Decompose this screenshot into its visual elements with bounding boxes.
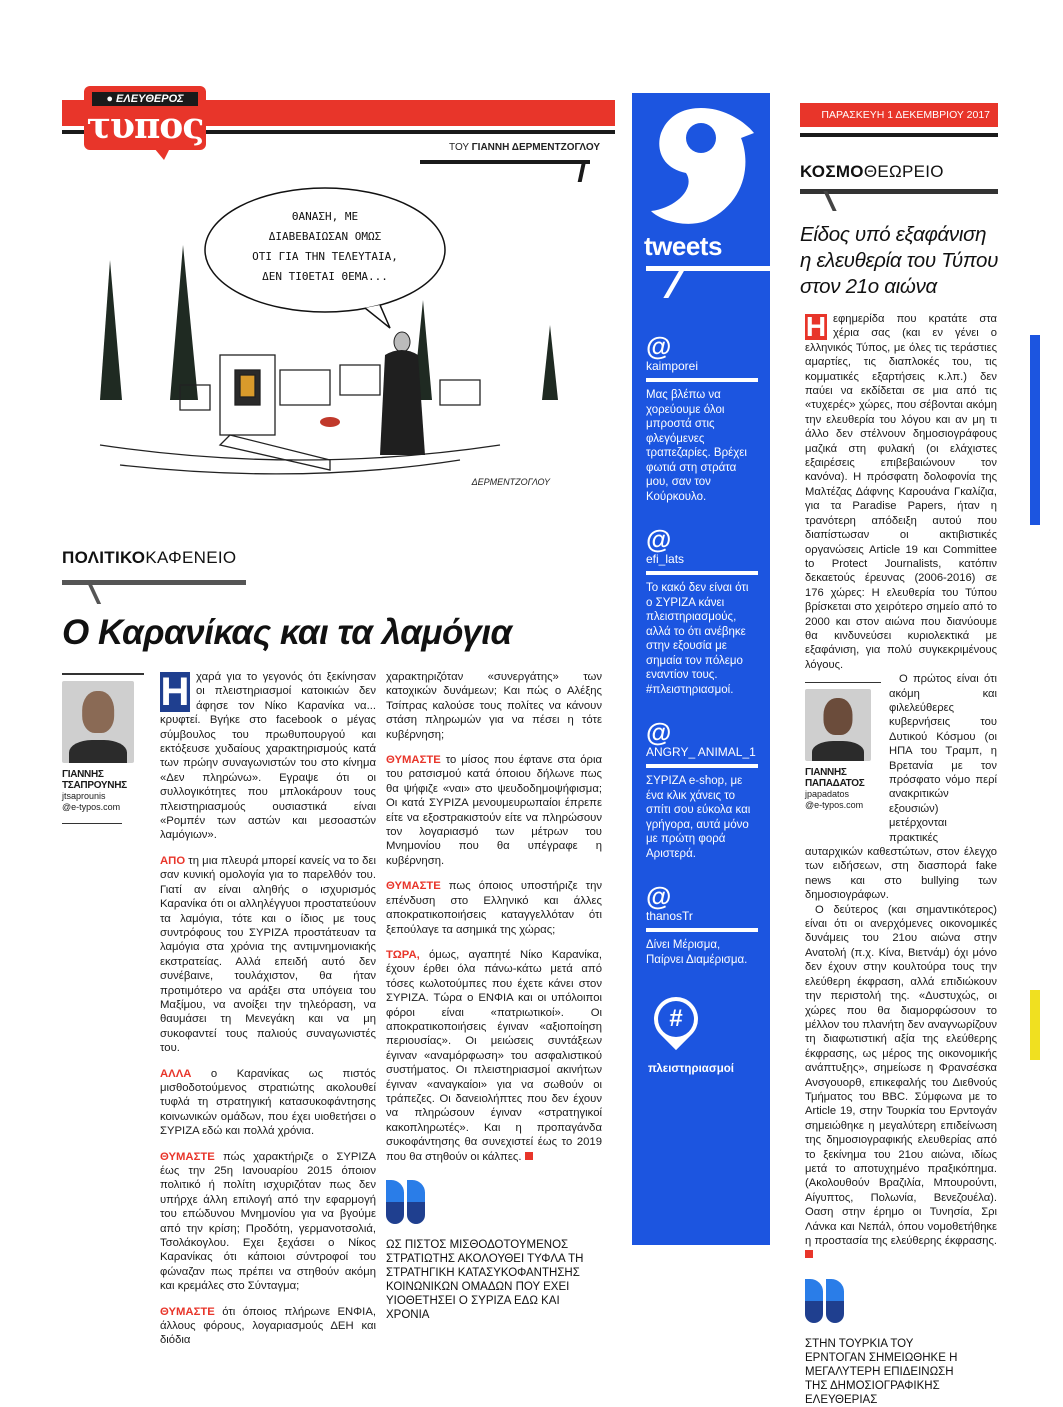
drop-cap: Η (160, 670, 190, 714)
section-rule-tick (87, 582, 101, 604)
paragraph-text: τη μια πλευρά μπορεί κανείς να το δει σαν κυνική ομολογία για το παρελθόν του. Γιατί αν είναι αληθής ο ισχυρισμός Καρανίκα ότι οι αλληλέγγυοι προστατεύουν τα λαμόγια, τότε και ο ίδιος με τους συντρόφους του ΣΥΡΙΖΑ προστάτευαν τα λαμόγια στα χρόνια της αντιμνημονιακής εκστρατείας. Αλλά επειδή αυτό δεν συνέβαινε, τουλάχιστον, θα ήταν προτιμότερο να αράξει στα υπόγεια του Μαξίμου, να ανοίξει την τηλεόραση, να θαυμάσει τη Μενεγάκη και να μη συκοφαντεί τους παλιούς συναγωνιστές του. (160, 854, 376, 1055)
end-mark (525, 1152, 533, 1160)
tweet-text: ΣΥΡΙΖΑ e-shop, με ένα κλικ χάνεις το σπίτι σου εύκολα και γρήγορα, αυτά μόνο με πρώτη φορά Αριστερά. (646, 775, 751, 860)
section-label-bold: ΚΟΣΜΟ (800, 162, 864, 181)
tweet-user[interactable]: thanosTr (646, 909, 693, 923)
byline-name: ΓΙΑΝΝΗ ΔΕΡΜΕΝΤΖΟΓΛΟΥ (471, 142, 600, 153)
paragraph (386, 753, 602, 868)
author-photo (805, 689, 871, 761)
right-article-body (805, 312, 997, 1407)
lead-word: ΘΥΜΑΣΤΕ (386, 754, 441, 767)
quote-icon (386, 1180, 426, 1224)
paragraph-text: χαρά για το γεγονός ότι ξεκίνησαν οι πλειστηριασμοί κατοικιών δεν άφησε τον Νίκο Καρανίκα να... κρυφτεί. Βγήκε στο facebook ο μέγας σύμβουλος του πρωθυπουργού και εκτόξευσε χυδαίους χαρακτηρισμούς κατά των πρώην συναγωνιστών του στο κίνημα «Δεν πληρώνω». Εγραψε ότι οι συλλογικότητες που μπλοκάρουν τους πλειστηριασμούς ουσιαστικά είναι «Ρομπέν των αστών και μεσοαστών λαμόγιων». (160, 671, 376, 842)
article-column-1 (160, 670, 376, 1359)
pull-quote: ΩΣ ΠΙΣΤΟΣ ΜΙΣΘΟΔΟΤΟΥΜΕΝΟΣ ΣΤΡΑΤΙΩΤΗΣ ΑΚΟΛΟΥΘΕΙ ΤΥΦΛΑ ΤΗ ΣΤΡΑΤΗΓΙΚΗ ΚΑΤΑΣΥΚΟΦΑΝΤΗΣΗΣ ΚΟΙΝΩΝΙΚΩΝ ΟΜΑΔΩΝ ΠΟΥ ΕΧΕΙ ΥΙΟΘΕΤΗΣΕΙ Ο ΣΥΡΙΖΑ ΕΔΩ ΚΑΙ ΧΡΟΝΙΑ (386, 1239, 584, 1321)
paragraph-text: όμως, αγαπητέ Νίκο Καρανίκα, έχουν έρθει όλα πάνω-κάτω μετά από τόσες κωλοτούμπες που έχετε κάνει στον ΣΥΡΙΖΑ. Τώρα ο ΕΝΦΙΑ και οι υπόλοιποι φόροι είναι «πατριωτικοί». Οι αποκρατικοποιήσεις έγιναν «αξιοποίηση περιουσίας». Οι μειώσεις συντάξεων έγιναν «αναμόρφωση» του ασφαλιστικού συστήματος. Οι πλειστηριασμοί ακινήτων έγιναν «αναγκαίοι» για να σωθούν οι τράπεζες. Οι δανειολήπτες που δεν έχουν να πληρώσουν έγιναν «στρατηγικοί κακοπληρωτές». Και η προπαγάνδα συκοφάντησης θα συνεχιστεί έως το 2019 που θα στηθούν οι κάλπες. (386, 948, 602, 1163)
bubble-line-4: ΔΕΝ ΤΙΘΕΤΑΙ ΘΕΜΑ... (262, 270, 388, 283)
lead-word: ΘΥΜΑΣΤΕ (160, 1150, 215, 1163)
author-box-right (805, 682, 881, 830)
paragraph-text: το μίσος που έφτανε στα όρια του ρατσισμού κατά όποιου δήλωνε πως θα ψήφιζε «ναι» στο ψευδοδημοψήφισμα; Οι κατά ΣΥΡΙΖΑ μενουμευρωπαίοι έπρεπε είτε να εξοστρακιστούν είτε να πληρώσουν τον λογαριασμό των μέτρων του Μνημονίου που θα υπέγραφε η κυβέρνηση. (386, 754, 602, 867)
lead-word: ΤΩΡΑ, (386, 948, 420, 961)
paragraph (386, 879, 602, 937)
right-article-headline: Είδος υπό εξαφάνιση η ελευθερία του Τύπου στον 21ο αιώνα (800, 223, 999, 298)
bird-logo-icon (646, 103, 756, 228)
paragraph-text: ο Καρανίκας ως πιστός μισθοδοτούμενος στρατιώτης ακολουθεί τυφλά τη στρατηγική κατασυκοφάντησης κοινωνικών ομάδων, που έχει υιοθετήσει ο ΣΥΡΙΖΑ εδώ και πολλά χρόνια. (160, 1067, 376, 1138)
section-label-light: ΚΑΦΕΝΕΙΟ (145, 548, 237, 567)
cartoon-byline (449, 142, 600, 153)
author-name-1: ΓΙΑΝΝΗΣ (805, 767, 847, 779)
tweet-rule (646, 571, 758, 575)
logo-top-text: ● ΕΛΕΥΘΕΡΟΣ (92, 92, 198, 106)
paragraph-text: Ο δεύτερος (και σημαντικότερος) είναι ότι οι ανερχόμενες οικονομικές δυνάμεις του 21ου αιώνα στην Ανατολή (π.χ. Κίνα, Βιετνάμ) όχι μόνο δεν έχουν στην κουλτούρα τους την ελεύθερη έκφραση, αλλά επιδιώκουν την περιστολή της. «Δυστυχώς, οι χώρες που θα διαμορφώσουν το μέλλον του πλανήτη δεν αναγνωρίζουν τη διαφωτιστική αξία της ελεύθερης έκφρασης, ως μέρος της οικονομικής ανάπτυξης», σημείωσε η Φρανσέσκα Ανσγουορθ, επικεφαλής του Διεθνούς Τμήματος του BBC. Σύμφωνα με το Article 19, στην Τουρκία του Ερντογάν σημειώθηκε η μεγαλύτερη επιδείνωση της δημοσιογραφικής ελευθερίας από το ξεκίνημα του 21ου αιώνα, ιδίως μετά το αποτυχημένο πραξικόπημα. (Ακολουθούν Βραζιλία, Μπουρούντι, Αίγυπτος, Πολωνία, Βενεζουέλα). Οαση στην έρημο οι Τυνησία, Σρι Λάνκα και Νεπάλ, όπου νομοθετήθηκε η προστασία της ελεύθερης έκφρασης. (805, 903, 997, 1247)
byline-rule (420, 160, 590, 164)
tweet-text: Μας βλέπω να χορεύουμε όλοι μπροστά στις φλεγόμενες τραπεζαρίες. Βρέχει φωτιά στη στράτα μου, σαν τον Κούρκουλο. (646, 389, 747, 503)
author-rule (805, 682, 881, 683)
at-icon: @ (646, 717, 672, 747)
author-bottom-rule (62, 823, 122, 824)
paragraph-text: ότι όποιος πλήρωνε ΕΝΦΙΑ, άλλους φόρους, λογαριασμούς ΔΕΗ και διόδια (160, 1305, 376, 1347)
author-rule (62, 673, 144, 675)
hashtag-block (632, 997, 770, 1107)
section-label-bold: ΠΟΛΙΤΙΚΟ (62, 548, 146, 567)
lead-word: ΘΥΜΑΣΤΕ (386, 880, 441, 893)
at-icon: @ (646, 524, 672, 554)
byline-prefix: ΤΟΥ (449, 142, 469, 153)
author-email-2: @e-typos.com (805, 800, 864, 811)
author-box (62, 673, 144, 824)
at-icon: @ (646, 881, 672, 911)
tweet-rule (646, 928, 758, 932)
author-name-2: ΤΣΑΠΡΟΥΝΗΣ (62, 780, 127, 791)
author-email-1: jpapadatos (805, 789, 850, 800)
logo-speech-tail (154, 148, 170, 160)
paragraph (160, 1305, 376, 1348)
quote-icon-right (805, 1279, 845, 1323)
tweet-user[interactable]: ANGRY_ ANIMAL_1 (646, 745, 756, 759)
paragraph (805, 312, 997, 672)
paragraph (805, 903, 997, 1263)
tweet-item (646, 719, 758, 861)
tweet-list (632, 333, 770, 967)
tweets-label-tick (663, 268, 685, 298)
tweet-user[interactable]: kaimporei (646, 359, 699, 373)
tweet-user[interactable]: efi_lats (646, 552, 685, 566)
paragraph (160, 1067, 376, 1139)
tweet-rule (646, 378, 758, 382)
author-name-1: ΓΙΑΝΝΗΣ (62, 769, 104, 780)
paragraph (386, 948, 602, 1164)
graveyard (100, 355, 500, 474)
date-rule (800, 133, 998, 137)
drop-cap: Η (805, 311, 827, 342)
tweet-item (646, 526, 758, 697)
article-headline: Ο Καρανίκας και τα λαμόγια (62, 613, 512, 652)
edge-marker (1030, 990, 1040, 1060)
lead-word: ΘΥΜΑΣΤΕ (160, 1305, 215, 1318)
section-label-light: ΘΕΩΡΕΙΟ (863, 162, 944, 181)
section-label (62, 548, 236, 568)
tweet-item (646, 333, 758, 504)
paragraph (160, 670, 376, 843)
tweet-rule (646, 764, 758, 768)
at-icon: @ (646, 331, 672, 361)
author-name-2: ΠΑΠΑΔΑΤΟΣ (805, 778, 865, 790)
logo-main-text: τυπος (86, 105, 204, 147)
section-rule-right (800, 189, 998, 194)
section-rule-tick-right (823, 191, 836, 211)
end-mark (805, 1250, 813, 1258)
flowers (320, 417, 340, 427)
bubble-line-3: ΟΤΙ ΓΙΑ ΤΗΝ ΤΕΛΕΥΤΑΙΑ, (252, 250, 398, 263)
paragraph-text: εφημερίδα που κρατάτε στα χέρια σας (και εν γένει ο ελληνικός Τύπος, με όλες τις τεράστιες αμαρτίες, τις διαπλοκές του, τις κομματικές εξαρτήσεις κ.λπ.) δεν παύει να εκδίδεται σε μια από τις «τυχερές» χώρες, που σέβονται ακόμη την ελευθερία του λόγου και αν μη τι άλλο δεν στέλνουν δημοσιογράφους μαζικά στη φυλακή (οι ελάχιστες εξαιρέσεις επιβεβαιώνουν τον κανόνα). Η πρόσφατη δολοφονία της Μαλτέζας Δάφνης Καρουάνα Γκαλίζια, για τα Paradise Papers, ήταν η τρανότερη απόδειξη αυτού που διαπίστωσαν οι ακτιβιστικές οργανώσεις Article 19 και Committee to Protect Journalists, κατόπιν δεκαετούς έρευνας (2006-2016) σε 176 χώρες: Η ελευθερία του Τύπου βρίσκεται στο χειρότερο σημείο από το 2000 και στον αιώνα που διανύουμε θα κινδυνεύσει κυριολεκτικά με εξαφάνιση, για πολύ συγκεκριμένους λόγους. (805, 313, 997, 671)
newspaper-logo (84, 86, 206, 150)
paragraph-text: Ο πρώτος είναι ότι ακόμη και φιλελεύθερες κυβερνήσεις του Δυτικού Κόσμου (οι ΗΠΑ του Τραμπ, η Βρετανία με τον πρόσφατο νόμο περί ανακριτικών εξουσιών) μετέρχονται πρακτικές αυταρχικών καθεστώτων, στον έλεγχο των ειδήσεων, στη διασπορά fake news και στο bullying των δημοσιογράφων. (805, 673, 997, 902)
author-email-2: @e-typos.com (62, 802, 121, 812)
paragraph (160, 854, 376, 1056)
tweets-label-rule (646, 266, 770, 271)
tweets-header (632, 93, 770, 333)
lead-word: ΑΛΛΑ (160, 1067, 192, 1080)
tweet-text: Το κακό δεν είναι ότι ο ΣΥΡΙΖΑ κάνει πλειστηριασμούς, αλλά το ότι ανέβηκε στην εξουσία με σημαία τον πόλεμο εναντίον τους. #πλειστηριασμοί. (646, 582, 749, 696)
bubble-line-2: ΔΙΑΒΕΒΑΙΩΣΑΝ ΟΜΩΣ (268, 230, 382, 243)
article-column-2 (386, 670, 602, 1322)
editorial-cartoon (80, 170, 605, 510)
cartoon-signature: ΔΕΡΜΕΝΤΖΟΓΛΟΥ (471, 477, 550, 487)
tweet-text: Δίνει Μέρισμα, Παίρνει Διαμέρισμα. (646, 939, 748, 966)
date-bar: ΠΑΡΑΣΚΕΥΗ 1 ΔΕΚΕΜΒΡΙΟΥ 2017 (800, 103, 998, 127)
hashtag-label[interactable]: πλειστηριασμοί (648, 1063, 734, 1075)
pull-quote-right: ΣΤΗΝ ΤΟΥΡΚΙΑ ΤΟΥ ΕΡΝΤΟΓΑΝ ΣΗΜΕΙΩΘΗΚΕ Η ΜΕΓΑΛΥΤΕΡΗ ΕΠΙΔΕΙΝΩΣΗ ΤΗΣ ΔΗΜΟΣΙΟΓΡΑΦΙΚΗΣ ΕΛΕΥΘΕΡΙΑΣ (805, 1337, 958, 1406)
tweet-item (646, 883, 758, 967)
hashtag-symbol: # (658, 1001, 694, 1037)
lead-word: ΑΠΟ (160, 854, 186, 867)
bubble-line-1: ΘΑΝΑΣΗ, ΜΕ (291, 210, 359, 223)
author-email-1: jtsaprounis (62, 791, 106, 801)
author-photo (62, 681, 134, 763)
tweets-label: tweets (644, 231, 722, 261)
paragraph-text: πώς χαρακτήριζε ο ΣΥΡΙΖΑ έως την 25η Ιανουαρίου 2015 όποιον πολιτικό ή πολίτη ισχυριζόταν πως δεν υπήρχε άλλη επιλογή από την εφαρμογή του επώδυνου Μνημονίου για να βγούμε από την κρίση; Προδότη, γερμανοτσολιά, Τσολάκογλου. Εχει ξεχάσει ο Νίκος Καρανίκας ότι κάποιοι σύντροφοί του φώναζαν πως πρέπει να στηθούν ακόμη και κρεμάλες στο Σύνταγμα; (160, 1150, 376, 1293)
paragraph-text: πως όποιος υποστήριζε την επένδυση στο Ελληνικό και άλλες αποκρατικοποιήσεις καταγγελλόταν ότι ξεπούλαγε τα ασημικά της χώρας; (386, 880, 602, 936)
paragraph (160, 1150, 376, 1294)
edge-marker (1030, 335, 1040, 525)
paragraph (386, 670, 602, 742)
tweets-sidebar (632, 93, 770, 1245)
paragraph-text: χαρακτηριζόταν «συνεργάτης» των κατοχικών δυνάμεων; Και πώς ο Αλέξης Τσίπρας καλούσε τους πολίτες να κάνουν στάση πληρωμών για να πέσει η τότε κυβέρνηση; (386, 671, 602, 741)
section-label-right (800, 162, 944, 182)
